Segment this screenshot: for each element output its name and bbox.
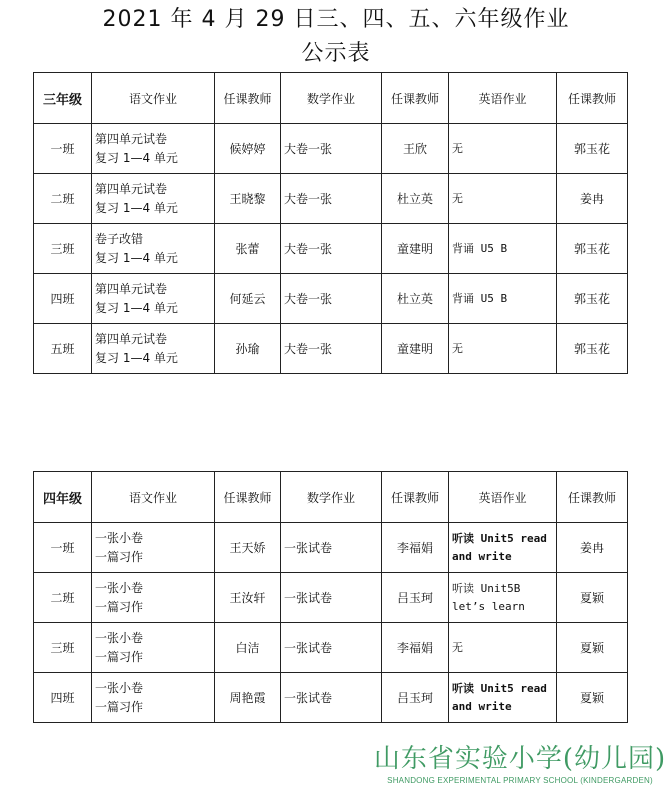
math-homework-cell: 大卷一张	[281, 224, 382, 274]
chinese-homework-cell-line: 卷子改错	[95, 231, 144, 246]
english-homework-cell	[449, 224, 557, 274]
teacher-header: 任课教师	[215, 472, 281, 523]
teacher-header: 任课教师	[557, 472, 628, 523]
chinese-homework-cell-line: 第四单元试卷	[95, 281, 168, 296]
chinese-homework-cell-line: 一篇习作	[95, 599, 144, 614]
chinese-teacher-cell: 候婷婷	[215, 124, 281, 174]
math-teacher-cell: 吕玉珂	[382, 673, 449, 723]
class-name-cell: 一班	[34, 124, 92, 174]
english-homework-cell-line: and write	[452, 699, 512, 713]
class-name-cell: 一班	[34, 523, 92, 573]
math-homework-cell: 大卷一张	[281, 174, 382, 224]
grade4-table	[33, 471, 628, 723]
math-teacher-cell: 杜立英	[382, 174, 449, 224]
chinese-homework-cell	[92, 274, 215, 324]
english-homework-cell	[449, 274, 557, 324]
chinese-homework-cell-line: 第四单元试卷	[95, 331, 168, 346]
chinese-homework-cell-line: 一张小卷	[95, 580, 144, 595]
grade-header: 四年级	[34, 472, 92, 523]
math-homework-cell: 一张试卷	[281, 673, 382, 723]
chinese-homework-cell-line: 一张小卷	[95, 680, 144, 695]
table-row	[34, 274, 628, 324]
table-header-row	[34, 472, 628, 523]
english-teacher-cell: 夏颖	[557, 623, 628, 673]
chinese-homework-cell	[92, 673, 215, 723]
english-homework-cell	[449, 673, 557, 723]
math-homework-cell: 一张试卷	[281, 623, 382, 673]
english-teacher-cell: 姜冉	[557, 174, 628, 224]
chinese-homework-cell-line: 一篇习作	[95, 699, 144, 714]
table-row	[34, 523, 628, 573]
math-teacher-cell: 童建明	[382, 224, 449, 274]
math-homework-cell: 大卷一张	[281, 124, 382, 174]
chinese-teacher-cell: 张蕾	[215, 224, 281, 274]
english-homework-cell-line: and write	[452, 549, 512, 563]
chinese-homework-cell-line: 复习 1—4 单元	[95, 350, 178, 365]
school-logo	[372, 744, 668, 785]
english-homework-cell-line: 听读 Unit5B	[452, 581, 521, 595]
english-homework-cell	[449, 174, 557, 224]
english-homework-cell	[449, 623, 557, 673]
chinese-homework-cell-line: 复习 1—4 单元	[95, 150, 178, 165]
page-title-line1: 2021 年 4 月 29 日三、四、五、六年级作业	[102, 7, 570, 32]
math-header: 数学作业	[281, 472, 382, 523]
math-header: 数学作业	[281, 73, 382, 124]
page-title-line2: 公示表	[301, 41, 371, 66]
chinese-homework-cell-line: 复习 1—4 单元	[95, 250, 178, 265]
chinese-homework-cell-line: 一篇习作	[95, 649, 144, 664]
table-row	[34, 324, 628, 374]
english-teacher-cell: 郭玉花	[557, 124, 628, 174]
math-homework-cell: 大卷一张	[281, 274, 382, 324]
chinese-teacher-cell: 王汝轩	[215, 573, 281, 623]
english-homework-cell-line: 背诵 U5 B	[452, 241, 508, 255]
school-name-english: SHANDONG EXPERIMENTAL PRIMARY SCHOOL (KINDERGARDEN)	[387, 776, 653, 785]
english-header: 英语作业	[449, 472, 557, 523]
class-name-cell: 三班	[34, 623, 92, 673]
english-homework-cell-line: 无	[452, 341, 463, 355]
table-row	[34, 673, 628, 723]
school-name-chinese: 山东省实验小学(幼儿园)	[373, 744, 667, 774]
class-name-cell: 二班	[34, 573, 92, 623]
class-name-cell: 二班	[34, 174, 92, 224]
class-name-cell: 四班	[34, 673, 92, 723]
english-homework-cell-line: 听读 Unit5 read	[452, 531, 547, 545]
table-row	[34, 573, 628, 623]
table-header-row	[34, 73, 628, 124]
math-homework-cell: 大卷一张	[281, 324, 382, 374]
chinese-homework-cell-line: 一篇习作	[95, 549, 144, 564]
table-row	[34, 224, 628, 274]
chinese-homework-cell	[92, 573, 215, 623]
english-teacher-cell: 郭玉花	[557, 324, 628, 374]
table-row	[34, 174, 628, 224]
teacher-header: 任课教师	[557, 73, 628, 124]
chinese-homework-cell	[92, 623, 215, 673]
english-homework-cell-line: 无	[452, 640, 463, 654]
chinese-homework-cell-line: 第四单元试卷	[95, 181, 168, 196]
math-teacher-cell: 李福娟	[382, 523, 449, 573]
english-teacher-cell: 夏颖	[557, 573, 628, 623]
chinese-homework-cell	[92, 124, 215, 174]
chinese-teacher-cell: 周艳霞	[215, 673, 281, 723]
class-name-cell: 四班	[34, 274, 92, 324]
english-homework-cell-line: let’s learn	[452, 599, 525, 613]
math-homework-cell: 一张试卷	[281, 523, 382, 573]
math-teacher-cell: 杜立英	[382, 274, 449, 324]
english-homework-cell-line: 背诵 U5 B	[452, 291, 508, 305]
teacher-header: 任课教师	[215, 73, 281, 124]
table-row	[34, 623, 628, 673]
chinese-header: 语文作业	[92, 472, 215, 523]
teacher-header: 任课教师	[382, 73, 449, 124]
english-teacher-cell: 姜冉	[557, 523, 628, 573]
chinese-header: 语文作业	[92, 73, 215, 124]
class-name-cell: 五班	[34, 324, 92, 374]
chinese-homework-cell-line: 复习 1—4 单元	[95, 300, 178, 315]
chinese-homework-cell	[92, 523, 215, 573]
math-homework-cell: 一张试卷	[281, 573, 382, 623]
chinese-homework-cell	[92, 174, 215, 224]
chinese-homework-cell	[92, 224, 215, 274]
english-homework-cell	[449, 324, 557, 374]
grade3-table	[33, 72, 628, 374]
math-teacher-cell: 王欣	[382, 124, 449, 174]
english-homework-cell-line: 无	[452, 141, 463, 155]
chinese-teacher-cell: 王天娇	[215, 523, 281, 573]
english-teacher-cell: 郭玉花	[557, 274, 628, 324]
math-teacher-cell: 吕玉珂	[382, 573, 449, 623]
english-homework-cell-line: 听读 Unit5 read	[452, 681, 547, 695]
english-homework-cell	[449, 124, 557, 174]
teacher-header: 任课教师	[382, 472, 449, 523]
math-teacher-cell: 李福娟	[382, 623, 449, 673]
table-row	[34, 124, 628, 174]
english-teacher-cell: 郭玉花	[557, 224, 628, 274]
chinese-teacher-cell: 王晓黎	[215, 174, 281, 224]
chinese-homework-cell-line: 第四单元试卷	[95, 131, 168, 146]
english-teacher-cell: 夏颖	[557, 673, 628, 723]
chinese-homework-cell-line: 复习 1—4 单元	[95, 200, 178, 215]
english-homework-cell-line: 无	[452, 191, 463, 205]
chinese-teacher-cell: 白洁	[215, 623, 281, 673]
chinese-homework-cell	[92, 324, 215, 374]
chinese-homework-cell-line: 一张小卷	[95, 530, 144, 545]
grade-header: 三年级	[34, 73, 92, 124]
chinese-teacher-cell: 何延云	[215, 274, 281, 324]
chinese-teacher-cell: 孙瑜	[215, 324, 281, 374]
chinese-homework-cell-line: 一张小卷	[95, 630, 144, 645]
class-name-cell: 三班	[34, 224, 92, 274]
english-homework-cell	[449, 523, 557, 573]
english-header: 英语作业	[449, 73, 557, 124]
english-homework-cell	[449, 573, 557, 623]
math-teacher-cell: 童建明	[382, 324, 449, 374]
